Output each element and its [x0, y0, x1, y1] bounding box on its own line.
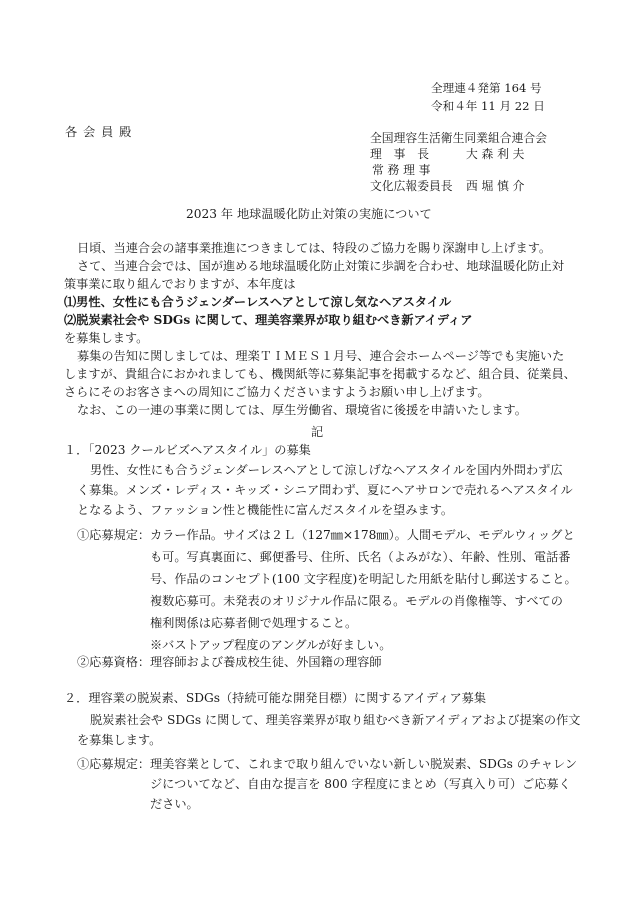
chairman-title: 理 事 長 [370, 147, 429, 161]
page-title: 2023 年 地球温暖化防止対策の実施について [186, 207, 432, 221]
section1-qual-text: 理容師および養成校生徒、外国籍の理容師 [150, 655, 382, 669]
intro-paragraph: を募集します。 [64, 331, 149, 345]
intro-paragraph: しますが、貴組合におかれましても、機関紙等に募集記事を掲載するなど、組合員、従業員、 [64, 367, 576, 381]
section1-rule-text: も可。写真裏面に、郵便番号、住所、氏名（よみがな）、年齢、性別、電話番 [150, 550, 571, 564]
doc-number: 全理連４発第 164 号 [431, 81, 542, 95]
recipient: 各 会 員 殿 [65, 125, 133, 139]
section2-rule-text: 理美容業として、これまで取り組んでいない新しい脱炭素、SDGs のチャレン [150, 757, 578, 771]
sender-director: 常 務 理 事 [372, 163, 431, 177]
section2-rule-label: ①応募規定： [77, 757, 151, 771]
sender-chairman [370, 146, 524, 162]
section1-rule-text: 号、作品のコンセプト(100 文字程度)を明記した用紙を貼付し郵送すること。 [150, 572, 577, 586]
section2-heading: ２．理容業の脱炭素、SDGs（持続可能な開発目標）に関するアイディア募集 [64, 691, 487, 705]
intro-paragraph: 募集の告知に関しましては、理楽ＴＩＭＥＳ１月号、連合会ホームページ等でも実施いた [77, 349, 565, 363]
section1-rule-note: ※バストアップ程度のアングルが好ましい。 [150, 638, 392, 652]
section1-body: 男性、女性にも合うジェンダーレスヘアとして涼しげなヘアスタイルを国内外問わず広 [90, 463, 563, 477]
intro-paragraph: さて、当連合会では、国が進める地球温暖化防止対策に歩調を合わせ、地球温暖化防止対 [77, 259, 564, 273]
intro-paragraph: なお、この一連の事業に関しては、厚生労働省、環境省に後援を申請いたします。 [77, 403, 527, 417]
section1-rule-label: ①応募規定： [77, 528, 151, 542]
section2-body: を募集します。 [77, 733, 162, 747]
sender-committee [370, 178, 524, 194]
intro-paragraph: 日頃、当連合会の諸事業推進につきましては、特段のご協力を賜り深謝申し上げます。 [77, 241, 552, 255]
ki-marker: 記 [311, 425, 324, 439]
intro-paragraph: 策事業に取り組んでおりますが、本年度は [64, 277, 296, 291]
section2-rule-text: ださい。 [150, 797, 199, 811]
intro-item-2: ⑵脱炭素社会や SDGs に関して、理美容業界が取り組むべき新アイディア [64, 313, 473, 327]
section1-rule-text: カラー作品。サイズは２Ｌ（127㎜×178㎜）。人間モデル、モデルウィッグと [150, 528, 575, 542]
doc-date: 令和４年 11 月 22 日 [431, 99, 545, 113]
section1-rule-text: 複数応募可。未発表のオリジナル作品に限る。モデルの肖像権等、すべての [150, 594, 563, 608]
chairman-name: 大 森 利 夫 [466, 147, 525, 161]
section1-body: く募集。メンズ・レディス・キッズ・シニア問わず、夏にヘアサロンで売れるヘアスタイル [77, 483, 573, 497]
section1-heading: １．「2023 クールビズヘアスタイル」の募集 [64, 443, 311, 457]
sender-org: 全国理容生活衛生同業組合連合会 [370, 131, 547, 145]
section1-qual-label: ②応募資格： [77, 655, 151, 669]
section2-rule-text: ジについてなど、自由な提言を 800 字程度にまとめ（写真入り可）ご応募く [150, 777, 571, 791]
intro-item-1: ⑴男性、女性にも合うジェンダーレスヘアとして涼し気なヘアスタイル [64, 295, 452, 309]
section2-body: 脱炭素社会や SDGs に関して、理美容業界が取り組むべき新アイディアおよび提案の作文 [90, 713, 581, 727]
section1-body: となるよう、ファッション性と機能性に富んだスタイルを望みます。 [77, 503, 454, 517]
committee-title: 文化広報委員長 [370, 179, 453, 193]
intro-paragraph: さらにそのお客さまへの周知にご協力くださいますようお願い申し上げます。 [64, 385, 490, 399]
committee-name: 西 堀 慎 介 [466, 179, 525, 193]
section1-rule-text: 権利関係は応募者側で処理すること。 [150, 616, 358, 630]
